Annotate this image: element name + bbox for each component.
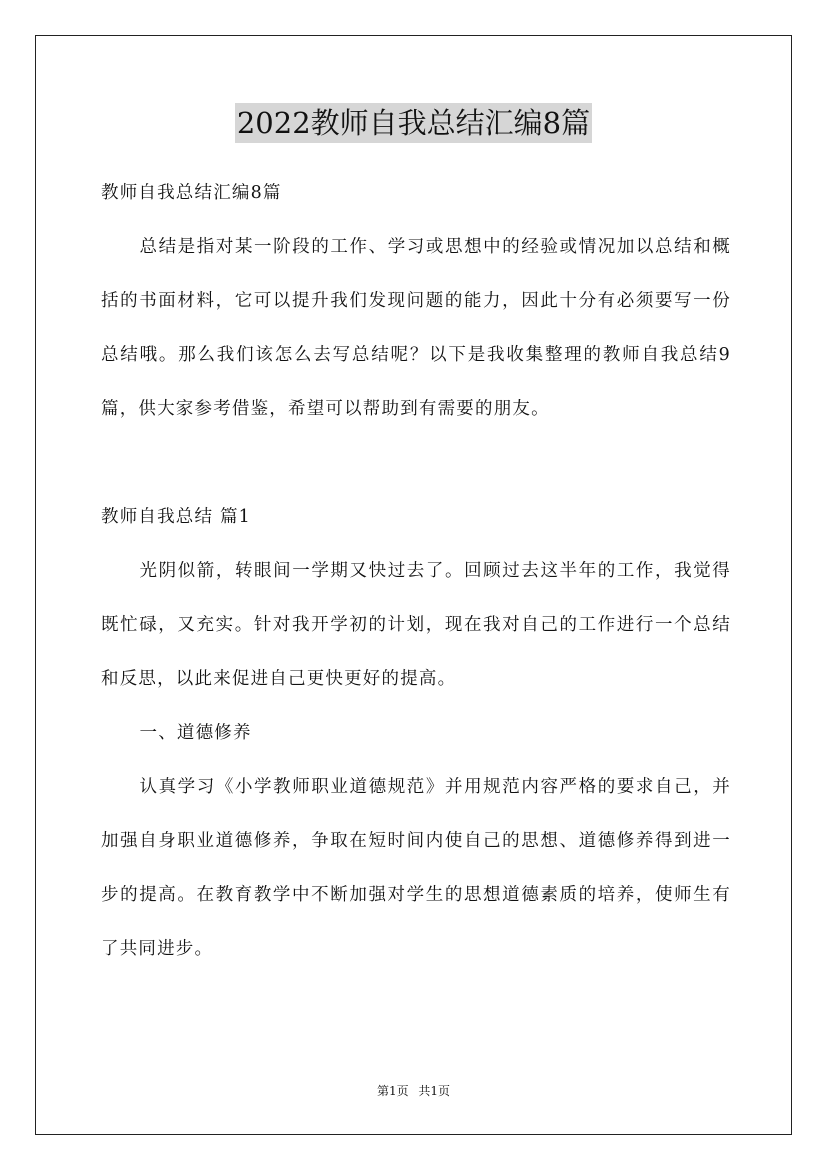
document-title-text: 2022教师自我总结汇编8篇 bbox=[235, 103, 592, 143]
intro-paragraph: 总结是指对某一阶段的工作、学习或思想中的经验或情况加以总结和概括的书面材料，它可以提升我们发现问题的能力，因此十分有必须要写一份总结哦。那么我们该怎么去写总结呢？以下是我收集整理的教师自我总结9篇，供大家参考借鉴，希望可以帮助到有需要的朋友。 bbox=[101, 237, 731, 419]
paragraph-gap bbox=[101, 436, 731, 490]
subheading-moral-cultivation: 一、道德修养 bbox=[139, 723, 252, 743]
section-heading: 教师自我总结 篇1 bbox=[101, 507, 251, 527]
document-title bbox=[0, 103, 827, 148]
body-paragraph-1: 光阴似箭，转眼间一学期又快过去了。回顾过去这半年的工作，我觉得既忙碌，又充实。针对我开学初的计划，现在我对自己的工作进行一个总结和反思，以此来促进自己更快更好的提高。 bbox=[101, 561, 731, 689]
body-paragraph-2: 认真学习《小学教师职业道德规范》并用规范内容严格的要求自己，并加强自身职业道德修养，争取在短时间内使自己的思想、道德修养得到进一步的提高。在教育教学中不断加强对学生的思想道德素质的培养，使师生有了共同进步。 bbox=[101, 777, 731, 959]
document-subtitle: 教师自我总结汇编8篇 bbox=[101, 183, 282, 203]
page-number: 第1页 共1页 bbox=[376, 1084, 451, 1098]
page-footer bbox=[0, 1082, 827, 1100]
document-body bbox=[101, 166, 731, 976]
